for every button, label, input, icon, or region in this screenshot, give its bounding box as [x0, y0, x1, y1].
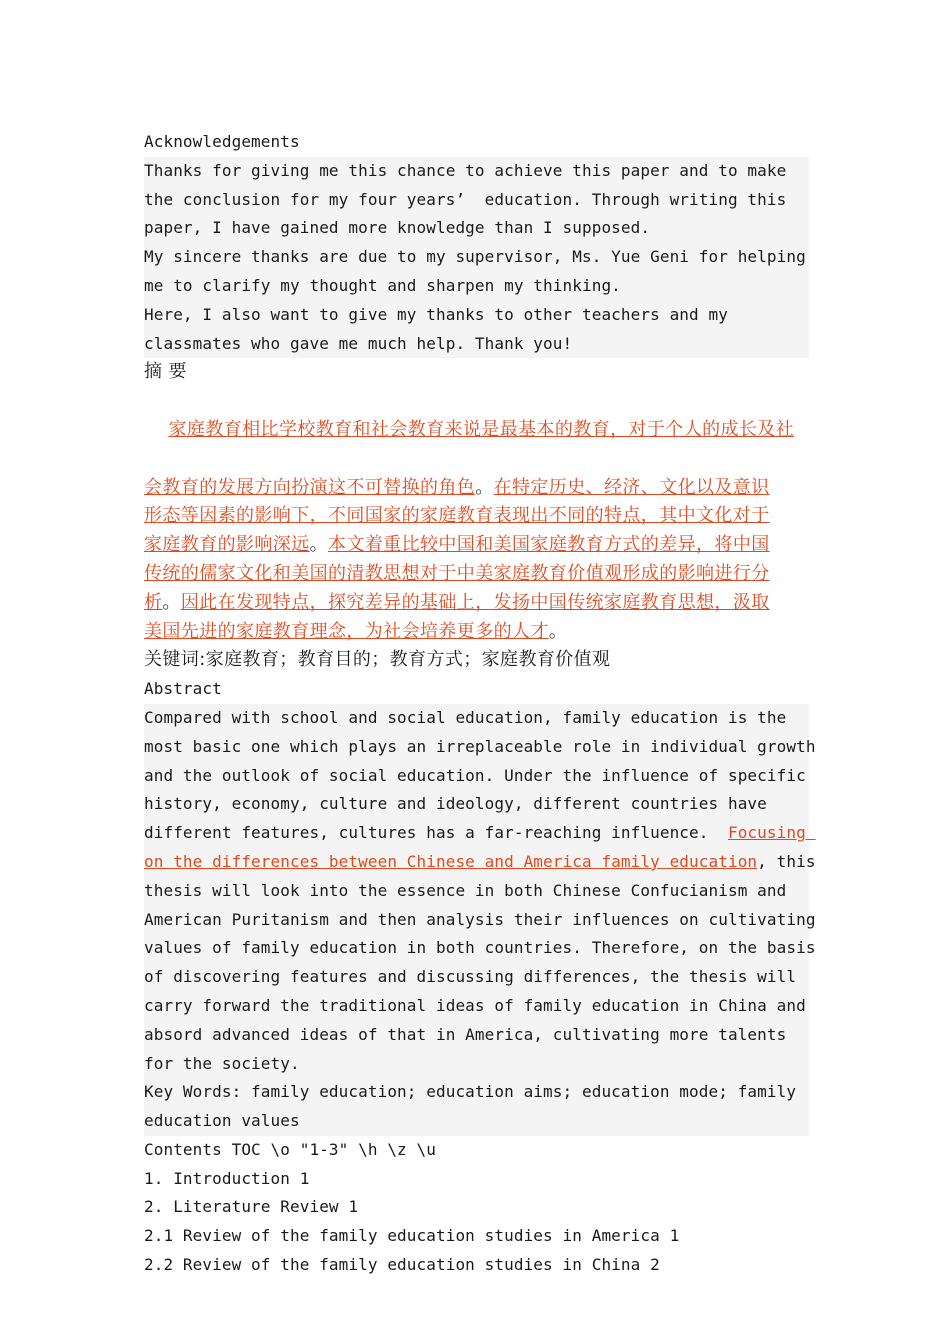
plain-text: different features, cultures has a far-reaching influence.: [144, 823, 728, 843]
ack-line: Thanks for giving me this chance to achieve this paper and to make: [144, 157, 809, 186]
en-abstract-line: most basic one which plays an irreplaceable role in individual growth: [144, 733, 809, 762]
en-abstract-line: of discovering features and discussing differences, the thesis will: [144, 963, 809, 992]
zh-abstract-line: [144, 387, 809, 473]
highlighted-text: on the differences between Chinese and America family education: [144, 851, 758, 871]
highlighted-text: 本文着重比较中国和美国家庭教育方式的差异，将中国: [328, 534, 770, 556]
highlighted-text: 传统的儒家文化和美国的清教思想对于中美家庭教育价值观形成的影响进行分: [144, 562, 770, 584]
zh-keywords: 关键词:家庭教育；教育目的；教育方式；家庭教育价值观: [144, 649, 611, 671]
en-abstract-line: for the society.: [144, 1050, 809, 1079]
en-abstract-line: thesis will look into the essence in both Chinese Confucianism and: [144, 877, 809, 906]
toc-item[interactable]: 1. Introduction 1: [144, 1168, 310, 1188]
ack-line: the conclusion for my four years’ education. Through writing this: [144, 186, 809, 215]
en-keywords: Key Words: family education; education aims; education mode; family: [144, 1078, 809, 1107]
zh-abstract-line: [144, 474, 809, 503]
zh-abstract-line: [144, 589, 809, 618]
plain-text: 。: [162, 591, 181, 613]
ack-line: me to clarify my thought and sharpen my thinking.: [144, 272, 809, 301]
toc-item[interactable]: 2.1 Review of the family education studies in America 1: [144, 1226, 680, 1246]
ack-line: My sincere thanks are due to my supervisor, Ms. Yue Geni for helping: [144, 243, 809, 272]
en-abstract-line: values of family education in both countries. Therefore, on the basis: [144, 934, 809, 963]
highlighted-text: Focusing: [727, 823, 816, 843]
highlighted-text: 因此在发现特点，探究差异的基础上，发扬中国传统家庭教育思想，汲取: [180, 591, 770, 613]
ack-line: classmates who gave me much help. Thank you!: [144, 330, 809, 359]
highlighted-text: 美国先进的家庭教育理念，为社会培养更多的人才: [144, 620, 549, 642]
highlighted-text: 家庭教育相比学校教育和社会教育来说是最基本的教育，对于个人的成长及社: [168, 418, 795, 440]
highlighted-text: 会教育的发展方向扮演这不可替换的角色: [144, 476, 476, 498]
zh-abstract-line: [144, 502, 809, 531]
en-abstract-heading: Abstract: [144, 679, 222, 699]
zh-abstract-line: [144, 560, 809, 589]
ack-line: paper, I have gained more knowledge than I supposed.: [144, 214, 809, 243]
document-page: [144, 128, 816, 1280]
en-abstract-line: and the outlook of social education. Under the influence of specific: [144, 762, 809, 791]
highlighted-text: 家庭教育的影响深远: [144, 534, 310, 556]
highlighted-text: 在特定历史、经济、文化以及意识: [493, 476, 770, 498]
zh-abstract-line: [144, 618, 809, 647]
plain-text: 。: [475, 476, 494, 498]
acknowledgements-heading: Acknowledgements: [144, 132, 300, 151]
highlighted-text: 形态等因素的影响下，不同国家的家庭教育表现出不同的特点，其中文化对于: [144, 505, 770, 527]
en-abstract-line: [144, 848, 816, 877]
en-abstract-line: history, economy, culture and ideology, different countries have: [144, 790, 809, 819]
en-abstract-line: American Puritanism and then analysis their influences on cultivating: [144, 906, 809, 935]
plain-text: 。: [548, 620, 568, 642]
en-keywords: education values: [144, 1107, 809, 1136]
en-abstract-line: carry forward the traditional ideas of family education in China and: [144, 992, 809, 1021]
en-abstract-line: absord advanced ideas of that in America, cultivating more talents: [144, 1021, 809, 1050]
zh-abstract-heading: 摘 要: [144, 361, 187, 383]
contents-heading: Contents TOC \o "1-3" \h \z \u: [144, 1139, 436, 1159]
zh-abstract-line: [144, 531, 809, 560]
plain-text: 。: [309, 534, 329, 556]
en-abstract-line: [144, 819, 816, 848]
highlighted-text: 析: [144, 591, 163, 613]
ack-line: Here, I also want to give my thanks to other teachers and my: [144, 301, 809, 330]
toc-item[interactable]: 2.2 Review of the family education studies in China 2: [144, 1255, 660, 1275]
en-abstract-line: Compared with school and social education, family education is the: [144, 704, 809, 733]
plain-text: , this: [757, 851, 816, 871]
toc-item[interactable]: 2. Literature Review 1: [144, 1197, 359, 1217]
